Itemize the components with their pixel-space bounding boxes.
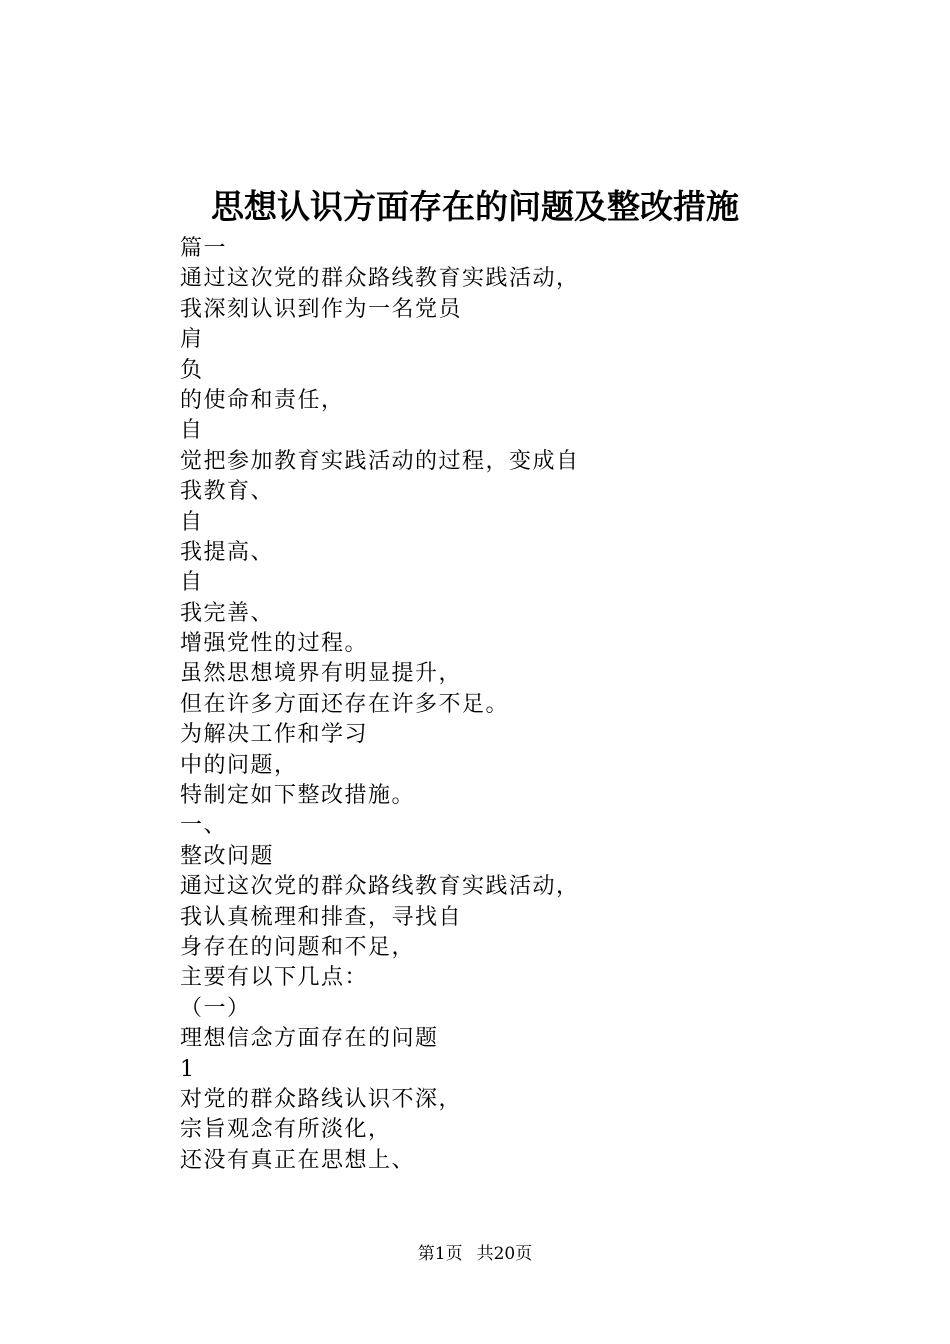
body-line: 我提高、 (180, 539, 275, 565)
body-line: 自 (180, 509, 204, 535)
page-footer (0, 1242, 950, 1266)
body-line: 我认真梳理和排查，寻找自 (180, 904, 463, 930)
body-line: 一、 (180, 813, 228, 839)
body-line: 但在许多方面还存在许多不足。 (180, 691, 510, 717)
body-line: 为解决工作和学习 (180, 722, 369, 748)
body-line: 自 (180, 570, 204, 596)
body-line: 我教育、 (180, 479, 275, 505)
body-line: 通过这次党的群众路线教育实践活动， (180, 266, 580, 292)
body-line: 我深刻认识到作为一名党员 (180, 296, 463, 322)
body-line: 虽然思想境界有明显提升， (180, 661, 463, 687)
body-line: 的使命和责任， (180, 387, 345, 413)
body-line: 整改问题 (180, 843, 275, 869)
body-line: 1 (180, 1056, 196, 1082)
body-line: 觉把参加教育实践活动的过程，变成自 (180, 448, 580, 474)
body-line: 篇一 (180, 236, 228, 261)
body-line: 负 (180, 357, 204, 383)
body-line: 增强党性的过程。 (180, 631, 369, 657)
document-title: 思想认识方面存在的问题及整改措施 (211, 187, 739, 226)
body-line: 还没有真正在思想上、 (180, 1147, 416, 1173)
body-line: 通过这次党的群众路线教育实践活动， (180, 874, 580, 900)
body-line: 肩 (180, 327, 204, 353)
body-line: 主要有以下几点： (180, 965, 369, 991)
body-line: 特制定如下整改措施。 (180, 783, 416, 809)
body-line: 身存在的问题和不足， (180, 934, 416, 960)
body-line: 对党的群众路线认识不深， (180, 1086, 463, 1112)
body-line: 宗旨观念有所淡化， (180, 1117, 392, 1143)
body-line: 自 (180, 418, 204, 444)
page-total: 共20页 (476, 1244, 533, 1264)
body-line: 理想信念方面存在的问题 (180, 1026, 439, 1052)
body-line: （一） (180, 995, 251, 1021)
body-line: 我完善、 (180, 600, 275, 626)
page-number: 第1页 (417, 1244, 463, 1264)
body-line: 中的问题， (180, 752, 298, 778)
document-body (180, 234, 880, 1176)
